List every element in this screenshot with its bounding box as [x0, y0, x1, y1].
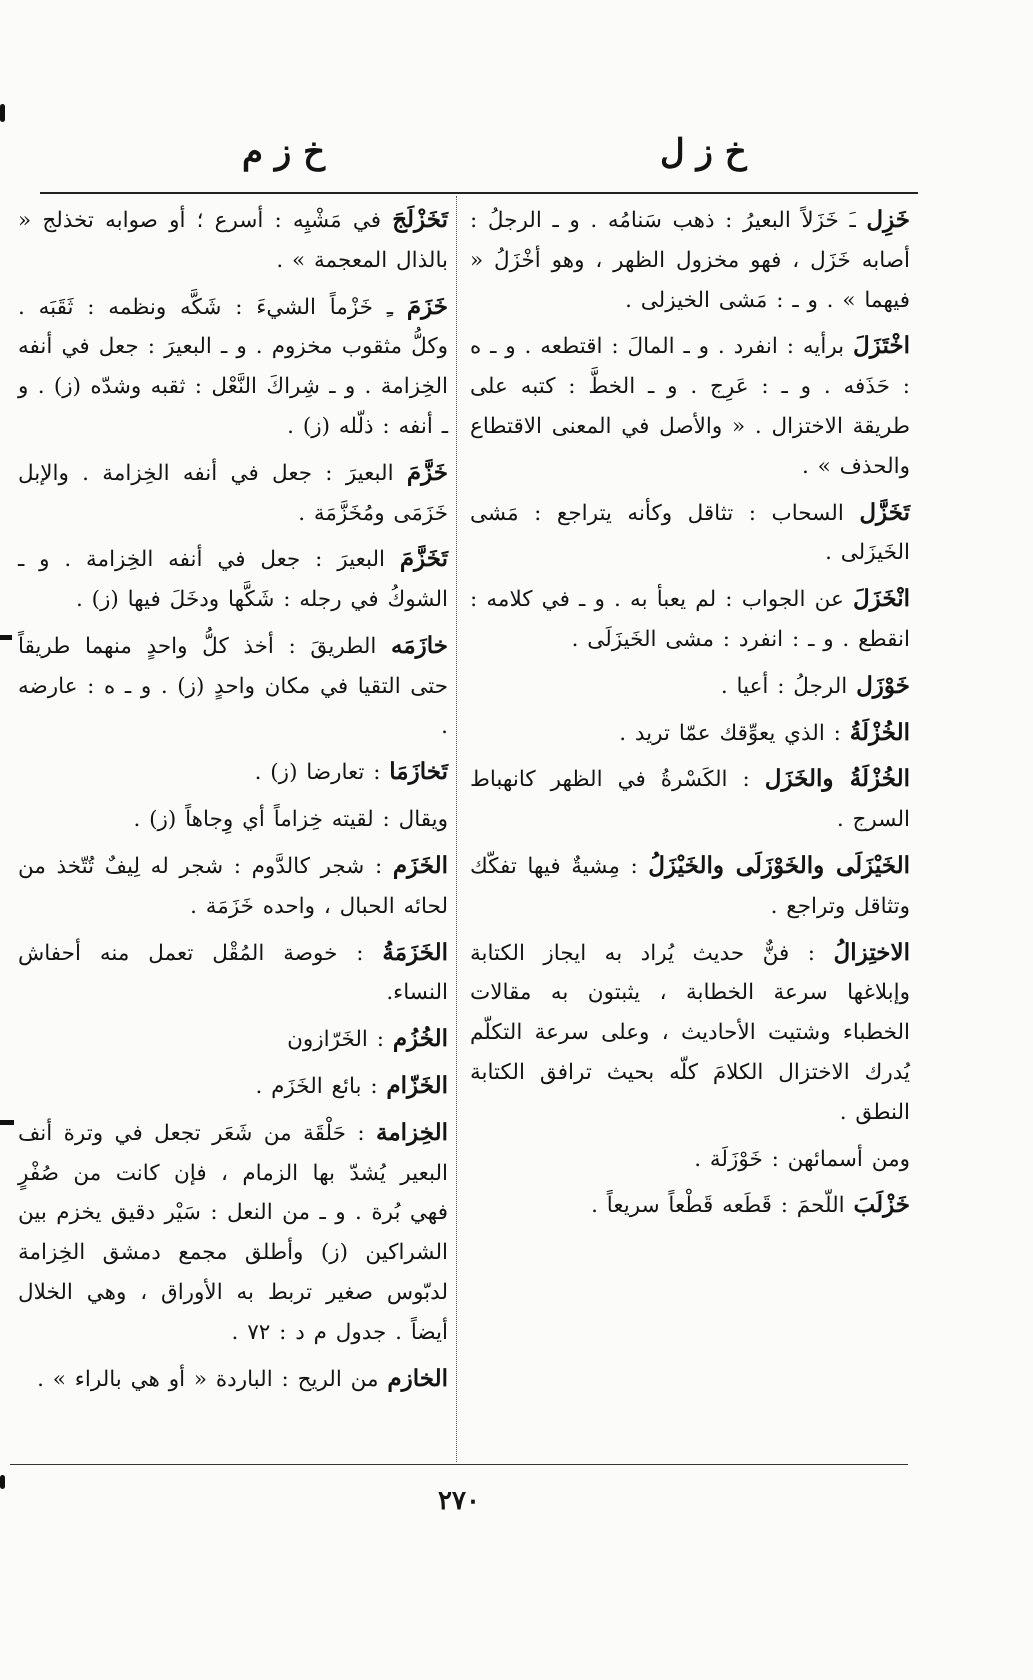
entry: [18, 1066, 448, 1107]
headword: تَخَزَّمَ: [399, 545, 448, 573]
entry: [18, 626, 448, 746]
entry: [18, 752, 448, 793]
headword: خَزِل: [866, 206, 910, 233]
definition: في مَشْيِه : أسرع ؛ أو صوابه تخذلج « بالذال المعجمة » .: [18, 208, 448, 273]
entry: [18, 539, 448, 620]
margin-mark: [0, 104, 5, 122]
entry: [18, 846, 448, 927]
headword: تَخازَمَا: [389, 758, 448, 786]
definition: : حَلْقَة من شَعَر تجعل في وترة أنف البعير يُشدّ بها الزمام ، فإن كانت من صُفْرٍ فهي بُرة . و ـ من النعل : سَيْر دقيق يخزم بين الشراكين (ز) وأطلق مجمع دمشق الخِزامة لدبّوس صغير تربط به الأوراق ، وهي الخلال أيضاً . جدول م د : ٧٢ .: [18, 1120, 448, 1345]
entry: [470, 493, 910, 574]
right-column: [470, 200, 910, 1232]
definition: : تعارضا (ز) .: [254, 760, 390, 786]
headword: اخْتَزَلَ: [853, 332, 910, 360]
headword: خَزَّمَ: [406, 458, 448, 486]
definition: : الذي يعوِّقك عمّا تريد .: [619, 720, 850, 746]
entry: [18, 1359, 448, 1400]
entry: [18, 1113, 448, 1353]
headword: الخُزْلَةُ والخَزَل: [764, 765, 910, 793]
headword: الخَيْزَلَى والخَوْزَلَى والخَيْزَلُ: [648, 851, 911, 879]
entry: [18, 200, 448, 281]
definition: ـِ خَزْماً الشيءَ : شَكَّه ونظمه : ثَقَبَه . وكلُّ مثقوب مخزوم . و ـ البعيرَ : جعل في أنفه الخِزامة . و ـ شِراكَ النَّعْل : ثقبه وشدّه (ز) . و ـ أنفه : ذلّله (ز) .: [18, 294, 448, 439]
margin-mark: [0, 635, 12, 640]
definition: البعيرَ : جعل في أنفه الخِزامة . و ـ الشوكُ في رجله : شَكَّها ودخَلَ فيها (ز) .: [18, 547, 448, 613]
headword: الخازم: [387, 1364, 448, 1392]
entry: [470, 1185, 910, 1226]
headword: الخَزَم: [392, 851, 448, 879]
headword: الخَزّام: [386, 1071, 448, 1099]
left-column: [18, 200, 448, 1405]
definition: ـَ خَزَلاً البعيرُ : ذهب سَنامُه . و ـ الرجلُ : أصابه خَزَل ، فهو مخزول الظهر ، وهو أخْزَلُ « فيهما » . و ـ : مَشى الخيزلى .: [470, 208, 910, 313]
definition: : الخَرّازون: [287, 1027, 393, 1053]
margin-mark: [0, 1475, 5, 1489]
footer-rule: [10, 1464, 908, 1465]
entry: [470, 713, 910, 754]
entry: [470, 200, 910, 320]
definition: من الريح : الباردة « أو هي بالراء » .: [37, 1366, 388, 1392]
entry: [470, 579, 910, 660]
entry: [18, 287, 448, 447]
header-rule: [40, 192, 918, 194]
headword: الخُزُم: [392, 1025, 448, 1053]
headword: الخَزَمَةُ: [382, 938, 448, 966]
column-divider: [456, 196, 457, 1462]
header-root-left: خ ز م: [242, 132, 326, 172]
definition: : بائع الخَزَم .: [255, 1073, 387, 1099]
definition: : خوصة المُقْل تعمل منه أحفاش النساء.: [18, 940, 448, 1006]
headword: الخُزْلَةُ: [849, 718, 910, 746]
definition: البعيرَ : جعل في أنفه الخِزامة . والإبل خَزَمَى ومُخَزَّمَة .: [18, 460, 448, 526]
entry: [470, 1139, 910, 1180]
definition: الرجلُ : أعيا .: [720, 673, 857, 699]
definition: : شجر كالدَّوم : شجر له لِيفٌ تُتّخذ من لحائه الحبال ، واحده خَزَمَة .: [18, 853, 448, 919]
entry: [18, 1019, 448, 1060]
definition: الطريقَ : أخذ كلُّ واحدٍ منهما طريقاً حتى التقيا في مكان واحدٍ (ز) . و ـ ه : عارضه .: [18, 633, 448, 739]
definition: عن الجواب : لم يعبأ به . و ـ في كلامه : انقطع . و ـ : انفرد : مشى الخَيزَلَى .: [470, 587, 910, 652]
definition: : الكَسْرةُ في الظهر كانهباط السرج .: [470, 767, 910, 833]
definition: السحاب : تثاقل وكأنه يتراجع : مَشى الخَيزَلى .: [470, 500, 910, 566]
definition: : مِشيةٌ فيها تفكّك وتثاقل وتراجع .: [470, 853, 910, 919]
entry: [18, 453, 448, 534]
entry: [470, 326, 910, 486]
headword: تَخَزَّل: [859, 498, 910, 526]
definition: ويقال : لقيته خِزاماً أي وِجاهاً (ز) .: [133, 807, 448, 833]
headword: الخِزامة: [376, 1118, 448, 1146]
definition: اللّحمَ : قَطَعه قَطْعاً سريعاً .: [591, 1193, 854, 1219]
headword: انْخَزَلَ: [852, 585, 910, 613]
headword: خَوْزَل: [856, 671, 910, 699]
entry: [18, 933, 448, 1014]
headword: الاختِزالُ: [833, 938, 910, 966]
headword: خازَمَه: [391, 631, 448, 659]
definition: ومن أسمائهن : خَوْزَلَة .: [694, 1146, 910, 1172]
definition: برأيه : انفرد . و ـ المالَ : اقتطعه . و ـ ه : حَذَفه . و ـ : عَرِج . و ـ الخطَّ : كتبه على طريقة الاختزال . « والأصل في المعنى الاقتطاع والحذف » .: [470, 334, 910, 479]
entry: [18, 799, 448, 840]
headword: تَخَزْلَجَ: [392, 206, 448, 233]
headword: خَزْلَبَ: [853, 1191, 910, 1219]
entry: [470, 846, 910, 927]
margin-mark: [0, 1120, 14, 1125]
entry: [470, 666, 910, 707]
headword: خَزَمَ: [406, 292, 448, 320]
definition: : فنٌّ حديث يُراد به ايجاز الكتابة وإبلاغها سرعة الخطابة ، يثبتون به مقالات الخطباء وشتيت الأحاديث ، وعلى سرعة التكلّم يُدرك الاختزال الكلامَ كلّه بحيث ترافق الكتابة النطق .: [470, 940, 910, 1125]
entry: [470, 759, 910, 840]
header-root-right: خ ز ل: [660, 132, 747, 172]
entry: [470, 933, 910, 1133]
page-number: ٢٧٠: [438, 1486, 480, 1516]
